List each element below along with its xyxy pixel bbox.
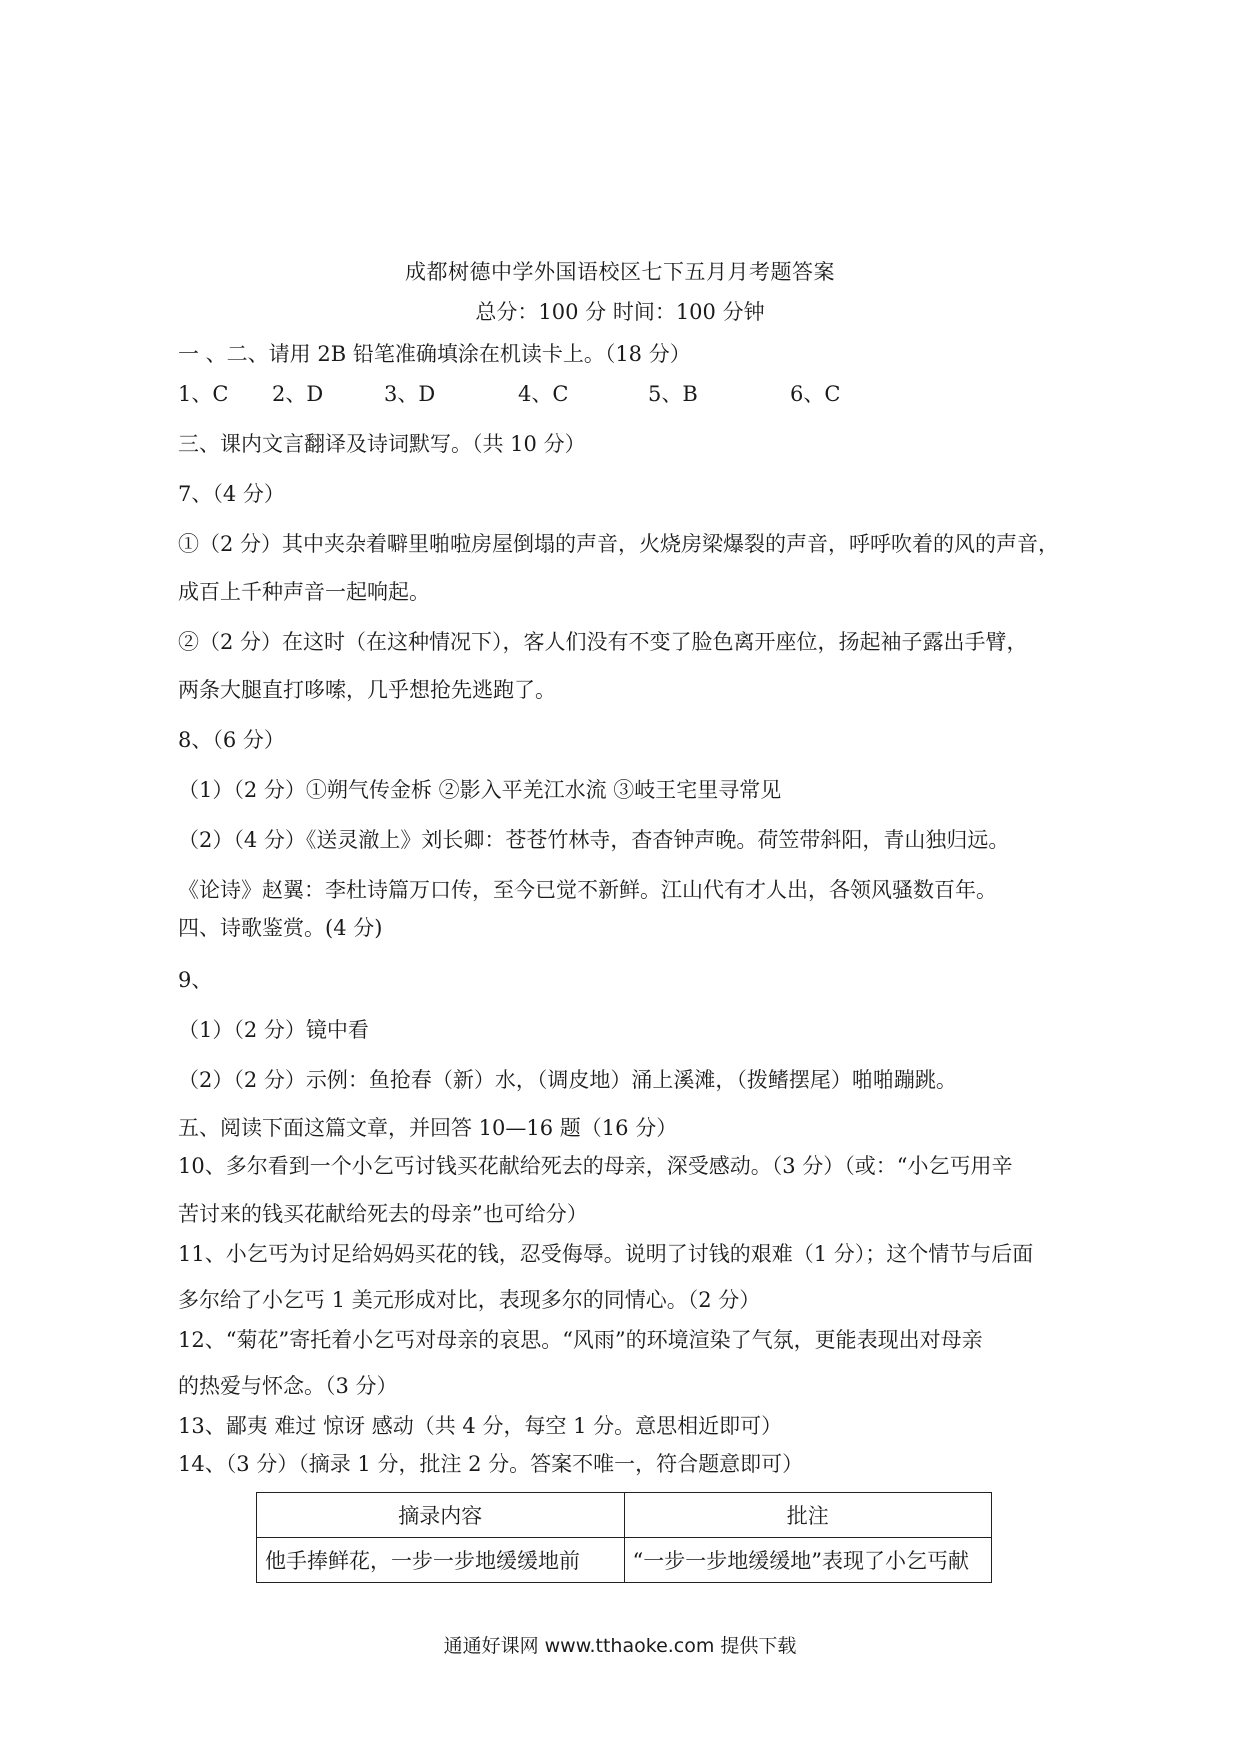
q11-answer: 11、小乞丐为讨足给妈妈买花的钱，忍受侮辱。说明了讨钱的艰难（1 分）；这个情节与后面: [178, 1242, 1034, 1266]
table-header-row: [257, 1493, 992, 1538]
mc-answer: 4、C: [518, 382, 569, 406]
q7-answer-2-cont: 两条大腿直打哆嗦，几乎想抢先逃跑了。: [178, 678, 556, 702]
q12-answer-cont: 的热爱与怀念。（3 分）: [178, 1374, 398, 1398]
q14-heading: 14、（3 分）（摘录 1 分，批注 2 分。答案不唯一，符合题意即可）: [178, 1452, 804, 1476]
q8-answer-2: （2）（4 分）《送灵澈上》刘长卿：苍苍竹林寺，杳杳钟声晚。荷笠带斜阳，青山独归远。: [178, 828, 1010, 852]
q7-answer-1: ①（2 分）其中夹杂着噼里啪啦房屋倒塌的声音，火烧房梁爆裂的声音，呼呼吹着的风的声音，: [178, 532, 1060, 556]
q9-answer-2: （2）（2 分）示例：鱼抢春（新）水，（调皮地）涌上溪滩，（拨鳍摆尾）啪啪蹦跳。: [178, 1068, 957, 1092]
q12-answer: 12、“菊花”寄托着小乞丐对母亲的哀思。“风雨”的环境渲染了气氛，更能表现出对母亲: [178, 1328, 983, 1352]
section-3-heading: 三、课内文言翻译及诗词默写。（共 10 分）: [178, 432, 586, 456]
q7-answer-1-cont: 成百上千种声音一起响起。: [178, 580, 430, 604]
q7-answer-2: ②（2 分）在这时（在这种情况下），客人们没有不变了脸色离开座位，扬起袖子露出手臂，: [178, 630, 1028, 654]
page-title: 成都树德中学外国语校区七下五月月考题答案: [405, 260, 835, 284]
mc-answer: 5、B: [648, 382, 698, 406]
mc-answer: 1、C: [178, 382, 229, 406]
section-1-heading: 一 、二、请用 2B 铅笔准确填涂在机读卡上。（18 分）: [178, 342, 691, 366]
q11-answer-cont: 多尔给了小乞丐 1 美元形成对比，表现多尔的同情心。（2 分）: [178, 1288, 761, 1312]
page-subtitle: 总分：100 分 时间：100 分钟: [475, 300, 765, 324]
q7-heading: 7、（4 分）: [178, 482, 285, 506]
mc-answer: 3、D: [384, 382, 436, 406]
section-5-heading: 五、阅读下面这篇文章，并回答 10—16 题（16 分）: [178, 1116, 678, 1140]
q8-answer-3: 《论诗》赵翼：李杜诗篇万口传，至今已觉不新鲜。江山代有才人出，各领风骚数百年。: [178, 878, 997, 902]
q9-heading: 9、: [178, 968, 213, 992]
table-cell: “一步一步地缓缓地”表现了小乞丐献: [624, 1538, 992, 1583]
mc-answer: 6、C: [790, 382, 841, 406]
q8-answer-1: （1）（2 分）①朔气传金柝 ②影入平羌江水流 ③岐王宅里寻常见: [178, 778, 782, 802]
page-footer: 通通好课网 www.tthaoke.com 提供下载: [443, 1635, 797, 1657]
q13-answer: 13、鄙夷 难过 惊讶 感动（共 4 分，每空 1 分。意思相近即可）: [178, 1414, 783, 1438]
q14-answer-table: [256, 1492, 992, 1583]
q10-answer-cont: 苦讨来的钱买花献给死去的母亲”也可给分）: [178, 1202, 588, 1226]
table-row: [257, 1538, 992, 1583]
table-header-cell: 摘录内容: [257, 1493, 625, 1538]
q8-heading: 8、（6 分）: [178, 728, 285, 752]
q9-answer-1: （1）（2 分）镜中看: [178, 1018, 369, 1042]
q10-answer: 10、多尔看到一个小乞丐讨钱买花献给死去的母亲，深受感动。（3 分）（或：“小乞丐用辛: [178, 1154, 1013, 1178]
mc-answer: 2、D: [272, 382, 324, 406]
section-4-heading: 四、诗歌鉴赏。(4 分): [178, 916, 383, 940]
table-cell: 他手捧鲜花，一步一步地缓缓地前: [257, 1538, 625, 1583]
table-header-cell: 批注: [624, 1493, 992, 1538]
